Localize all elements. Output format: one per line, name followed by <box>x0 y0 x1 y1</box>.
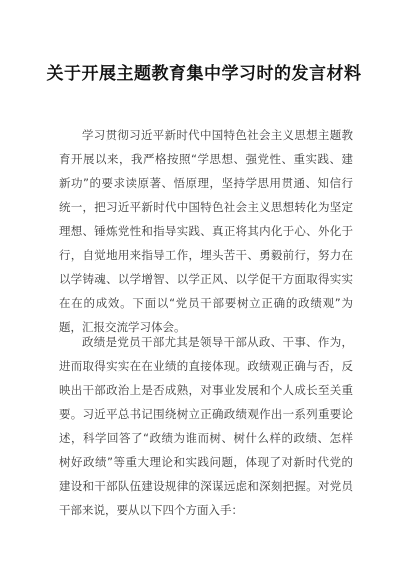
paragraph-line: 学习贯彻习近平新时代中国特色社会主义思想主题教 <box>82 128 353 142</box>
paragraph-line: 树好政绩”等重大理论和实践问题，体现了对新时代党的 <box>59 455 353 469</box>
paragraph-line: 在在的成效。下面以“党员干部要树立正确的政绩观”为 <box>59 296 353 310</box>
paragraph-line: 政绩是党员干部尤其是领导干部从政、干事、作为， <box>82 335 353 349</box>
paragraph-line: 行，自觉地用来指导工作，埋头苦干、勇毅前行，努力在 <box>59 248 353 262</box>
paragraph-line: 建设和干部队伍建设规律的深谋远虑和深刻把握。对党员 <box>59 479 353 493</box>
paragraph-2 <box>59 330 353 522</box>
paragraph-line: 育开展以来，我严格按照“学思想、强党性、重实践、建 <box>59 152 353 166</box>
paragraph-line: 述，科学回答了“政绩为谁而树、树什么样的政绩、怎样 <box>59 431 353 445</box>
paragraph-line: 映出干部政治上是否成熟，对事业发展和个人成长至关重 <box>59 383 353 397</box>
paragraph-line: 干部来说，要从以下四个方面入手： <box>59 503 243 517</box>
paragraph-line: 统一，把习近平新时代中国特色社会主义思想转化为坚定 <box>59 200 353 214</box>
paragraph-line: 题，汇报交流学习体会。 <box>59 320 186 334</box>
paragraph-line: 以学铸魂、以学增智、以学正风、以学促干方面取得实实 <box>59 272 353 286</box>
paragraph-1 <box>59 123 353 339</box>
paragraph-line: 理想、锤炼党性和指导实践、真正将其内化于心、外化于 <box>59 224 353 238</box>
paragraph-line: 要。习近平总书记围绕树立正确政绩观作出一系列重要论 <box>59 407 353 421</box>
paragraph-line: 新功”的要求读原著、悟原理，坚持学思用贯通、知信行 <box>59 176 353 190</box>
document-title: 关于开展主题教育集中学习时的发言材料 <box>46 64 362 84</box>
paragraph-line: 进而取得实实在在业绩的直接体现。政绩观正确与否，反 <box>59 359 353 373</box>
